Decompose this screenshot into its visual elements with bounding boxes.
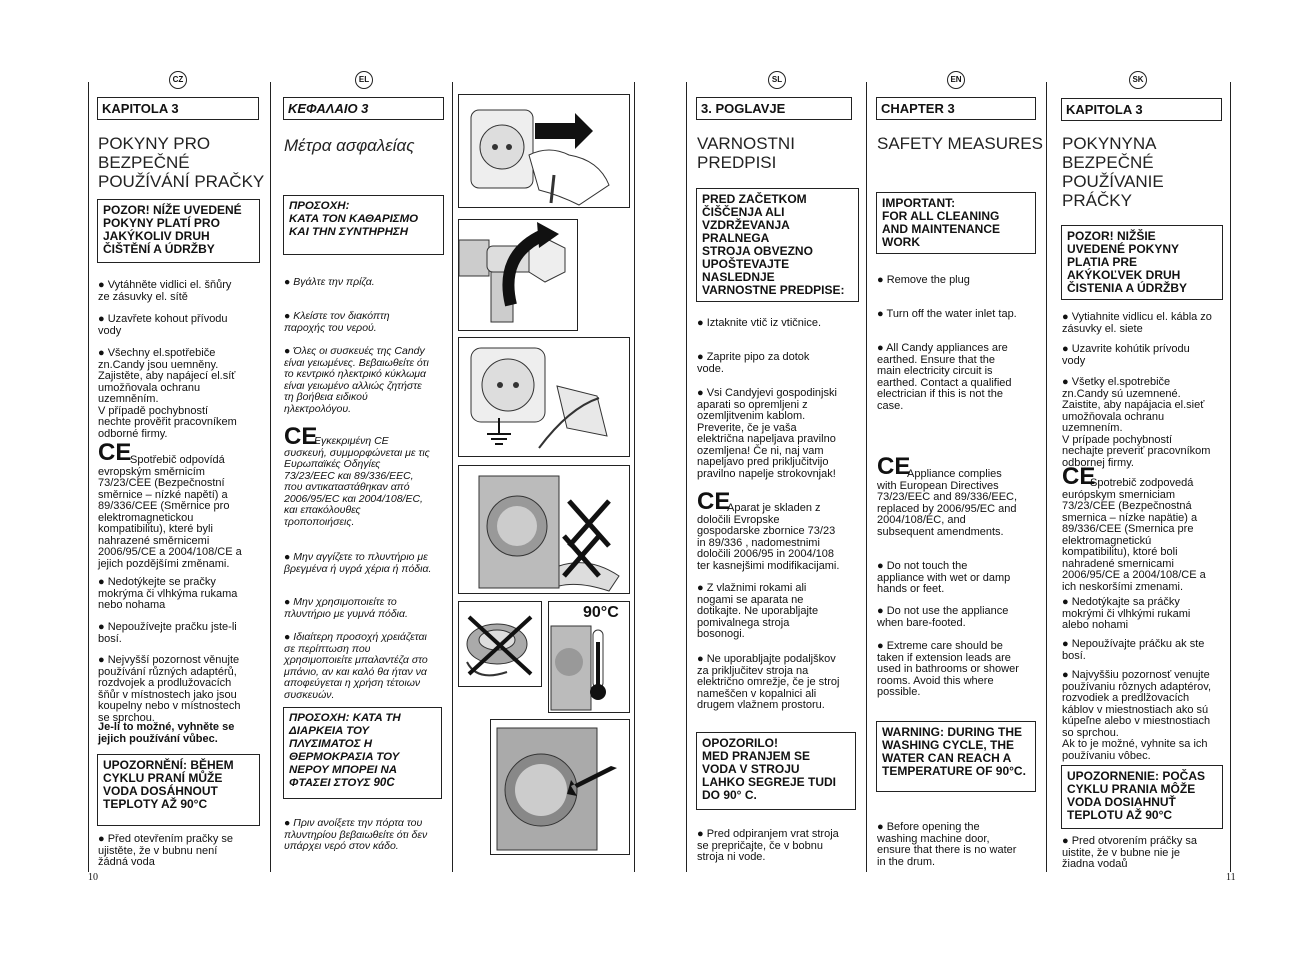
ce-mark-icon: CE xyxy=(697,488,731,515)
wet-hands-illustration xyxy=(458,465,630,594)
column-divider xyxy=(686,82,687,872)
instruction-door-cz: ● Před otevřením pračky se ujistěte, že v bubnu není žádná voda xyxy=(98,833,234,868)
instruction-wet-hands-cz: ● Nedotýkejte se pračky mokrýma či vlhkýma rukama nebo nohama xyxy=(98,576,238,611)
instruction-unplug-el: ● Βγάλτε την πρίζα. xyxy=(284,276,375,288)
instruction-extension-en: ● Extreme care should be taken if extension leads are used in bathrooms or shower rooms. Avoid this where possible. xyxy=(877,640,1019,698)
instruction-wet-hands-el: ● Μην αγγίζετε το πλυντήριο με βρεγμένα ή υγρά χέρια ή πόδια. xyxy=(284,551,432,575)
column-divider xyxy=(270,82,271,872)
chapter-heading-cz: KAPITOLA 3 xyxy=(97,97,259,120)
socket-hand-icon xyxy=(459,95,629,207)
instruction-door-sk: ● Pred otvorením práčky sa uistite, že v bubne nie je žiadna vodaů xyxy=(1062,835,1198,870)
earthing-illustration xyxy=(458,337,630,457)
section-title-cz: POKYNY PRO BEZPEČNÉ POUŽÍVÁNÍ PRAČKY xyxy=(98,134,265,191)
tap-arrow-icon xyxy=(459,220,577,330)
instruction-unplug-en: ● Remove the plug xyxy=(877,274,970,286)
chapter-heading-sk: KAPITOLA 3 xyxy=(1061,98,1222,121)
ce-text-cz: Spotřebič odpovídá evropským směrnicím 73/23/CEE (Bezpečnostní směrnice – nízké napětí) a 89/336/CEE (Směrnice pro elektromagnetickou kompatibilitu), které byli nahrazené směrnicemi 2006/95/CE a 2004/108/CE a jejich pozdějšími změnami. xyxy=(98,454,242,570)
unplug-illustration xyxy=(458,94,630,208)
instruction-barefoot-el: ● Μην χρησιμοποιείτε το πλυντήριο με γυμνά πόδια. xyxy=(284,596,408,620)
ce-text-sl: Aparat je skladen z določili Evropske gospodarske zbornice 73/23 in 89/336 , nadomestnimi določili 2006/95 in 2004/108 ter kasnejšimi modifikacijami. xyxy=(697,502,840,572)
instruction-earth-cz: ● Všechny el.spotřebiče zn.Candy jsou uemněny. Zajistěte, aby napájecí el.síť umožňovala ochranu uzemněním. V případě pochybností nechte prověřit pracovníkem odborné firmy. xyxy=(98,347,237,440)
language-badge-sl: SL xyxy=(768,71,786,89)
ce-mark-icon: CE xyxy=(284,423,318,450)
power-strip-cross-icon xyxy=(459,602,541,686)
instruction-door-el: ● Πριν ανοίξετε την πόρτα του πλυντηρίου βεβαιωθείτε ότι δεν υπάρχει νερό στον κάδο. xyxy=(284,817,428,852)
instruction-tap-sl: ● Zaprite pipo za dotok vode. xyxy=(697,351,810,375)
temperature-warning-cz: UPOZORNĚNÍ: BĚHEM CYKLU PRANÍ MŮŽE VODA DOSÁHNOUT TEPLOTY AŽ 90°C xyxy=(97,754,260,826)
instruction-extension-cz: ● Nejvyšší pozornost věnujte používání různých adaptérů, rozdvojek a prodlužovacích šňůr v místnostech jako jsou koupelny nebo v místnostech se sprchou. xyxy=(98,654,241,724)
washer-cross-icon xyxy=(459,466,629,593)
instruction-extension-sl: ● Ne uporabljajte podaljškov za priključitev stroja na električno omrežje, če je stroj nameščen v kopalnici ali drugem vlažnem prostoru. xyxy=(697,653,840,711)
ce-text-en: Appliance complies with European Directives 73/23/EEC and 89/336/EEC, replaced by 2006/95/EC and 2004/108/EC, and subsequent amendments. xyxy=(877,468,1018,538)
instruction-tap-sk: ● Uzavrite kohútik prívodu vody xyxy=(1062,343,1190,367)
chapter-heading-sl: 3. POGLAVJE xyxy=(696,97,852,120)
instruction-wet-hands-sl: ● Z vlažnimi rokami ali nogami se aparata ne dotikajte. Ne uporabljajte pomivalnega stroja bosonogi. xyxy=(697,582,819,640)
ce-mark-icon: CE xyxy=(877,453,911,480)
language-badge-cz: CZ xyxy=(169,71,187,89)
section-title-sk: POKYNYNA BEZPEČNÉ POUŽÍVANIE PRÁČKY xyxy=(1062,134,1164,210)
warning-box-sk: POZOR! NIŽŠIE UVEDENÉ POKYNY PLATIA PRE AKÝKOĽVEK DRUH ČISTENIA A ÚDRŽBY xyxy=(1061,225,1223,300)
instruction-wet-hands-sk: ● Nedotýkajte sa práčky mokrými či vlhkými rukami alebo nohami xyxy=(1062,596,1191,631)
warning-box-cz: POZOR! NÍŽE UVEDENÉ POKYNY PLATÍ PRO JAKÝKOLIV DRUH ČIŠTĚNÍ A ÚDRŽBY xyxy=(97,199,260,263)
column-divider xyxy=(452,82,453,872)
column-divider xyxy=(1230,82,1231,872)
instruction-tap-cz: ● Uzavřete kohout přívodu vody xyxy=(98,313,228,337)
column-divider xyxy=(634,82,635,872)
chapter-heading-en: CHAPTER 3 xyxy=(876,97,1036,120)
instruction-unplug-sl: ● Iztaknite vtič iz vtičnice. xyxy=(697,317,822,329)
temperature-warning-el: ΠΡΟΣΟΧΗ: ΚΑΤΑ ΤΗ ΔΙΑΡΚΕΙΑ ΤΟΥ ΠΛΥΣΙΜΑΤΟΣ Η ΘΕΡΜΟΚΡΑΣΙΑ ΤΟΥ ΝΕΡΟΥ ΜΠΟΡΕΙ ΝΑ ΦΤΑΣΕΙ ΣΤΟΥΣ 90C xyxy=(283,707,442,799)
instruction-door-en: ● Before opening the washing machine door, ensure that there is no water in the drum. xyxy=(877,821,1017,868)
temperature-warning-sk: UPOZORNENIE: POČAS CYKLU PRANIA MÔŽE VODA DOSIAHNUŤ TEPLOTU AŽ 90°C xyxy=(1061,765,1223,829)
page-number-right: 11 xyxy=(1226,872,1236,883)
instruction-earth-sl: ● Vsi Candyjevi gospodinjski aparati so opremljeni z ozemljitvenim kablom. Preverite, če je vaša električna napeljava pravilno ozemljena! Če ni, naj vam napeljavo pred priključitvijo pravilno napelje strokovnjak! xyxy=(697,387,837,480)
washer-door-icon xyxy=(491,720,629,854)
warning-box-sl: PRED ZAČETKOM ČIŠČENJA ALI VZDRŽEVANJA PRALNEGA STROJA OBVEZNO UPOŠTEVAJTE NASLEDNJE VARNOSTNE PREDPISE: xyxy=(696,188,859,302)
ce-text-sk: Spotrebič zodpovedá európskym smerniciam 73/23/CEE (Bezpečnostná smernica – nízke napätie) a 89/336/CEE (Smernica pre elektromagnetickú kompatibilitu), ktoré boli nahradené smernicami 2006/95/CE a 2004/108/CE a ich neskoršími zmenami. xyxy=(1062,477,1206,593)
column-divider xyxy=(866,82,867,872)
instruction-earth-el: ● Όλες οι συσκευές της Candy είναι γειωμένες. Βεβαιωθείτε ότι το κεντρικό ηλεκτρικό κύκλωμα είναι γειωμένο αλλιώς ζητήστε τη βοήθεια ειδικού ηλεκτρολόγου. xyxy=(284,345,429,415)
instruction-unplug-sk: ● Vytiahnite vidlicu el. kábla zo zásuvky el. siete xyxy=(1062,311,1212,335)
door-illustration xyxy=(490,719,630,855)
ce-mark-icon: CE xyxy=(1062,463,1096,490)
warning-box-en: IMPORTANT: FOR ALL CLEANING AND MAINTENANCE WORK xyxy=(876,192,1036,254)
section-title-sl: VARNOSTNI PREDPISI xyxy=(697,134,795,172)
column-divider xyxy=(88,82,89,872)
instruction-barefoot-cz: ● Nepoužívejte pračku jste-li bosí. xyxy=(98,621,237,645)
instruction-tap-en: ● Turn off the water inlet tap. xyxy=(877,308,1017,320)
column-divider xyxy=(1046,82,1047,872)
extension-lead-illustration xyxy=(458,601,542,687)
section-title-en: SAFETY MEASURES xyxy=(877,134,1043,153)
instruction-barefoot-sk: ● Nepoužívajte práčku ak ste bosí. xyxy=(1062,638,1205,662)
language-badge-el: EL xyxy=(355,71,373,89)
language-badge-en: EN xyxy=(947,71,965,89)
temperature-label: 90°C xyxy=(583,604,619,621)
instruction-extension-el: ● Ιδιαίτερη προσοχή χρειάζεται σε περίπτωση που χρησιμοποιείτε μπαλαντέζα στο μπάνιο, αν και καλό θα ήταν να αποφεύγεται η χρήση τέτοιων συσκευών. xyxy=(284,631,428,701)
instruction-barefoot-en: ● Do not use the appliance when bare-footed. xyxy=(877,605,1009,629)
instruction-wet-hands-en: ● Do not touch the appliance with wet or damp hands or feet. xyxy=(877,560,1011,595)
instruction-unplug-cz: ● Vytáhněte vidlici el. šňůry ze zásuvky el. sítě xyxy=(98,279,232,303)
ce-text-el: Εγκεκριμένη CE συσκευή, συμμορφώνεται με τις Ευρωπαϊκές Οδηγίες 73/23/EEC και 89/336/EEC, που αντικαταστάθηκαν από 2006/95/EC και 2004/108/EC, και επακόλουθες τροποποιήσεις. xyxy=(284,435,430,528)
instruction-tap-el: ● Κλείστε τον διακόπτη παροχής του νερού. xyxy=(284,310,390,334)
temperature-warning-sl: OPOZORILO! MED PRANJEM SE VODA V STROJU LAHKO SEGREJE TUDI DO 90° C. xyxy=(696,732,856,810)
ground-symbol-icon xyxy=(459,338,629,456)
instruction-extension-bold-cz: Je-li to možné, vyhněte se jejich používání vůbec. xyxy=(98,721,235,745)
temperature-illustration xyxy=(548,601,630,713)
instruction-earth-en: ● All Candy appliances are earthed. Ensure that the main electricity circuit is earthed. Contact a qualified electrician if this is not the case. xyxy=(877,342,1012,412)
instruction-door-sl: ● Pred odpiranjem vrat stroja se prepričajte, če v bobnu stroja ni vode. xyxy=(697,828,839,863)
language-badge-sk: SK xyxy=(1129,71,1147,89)
page-number-left: 10 xyxy=(88,872,98,883)
warning-box-el: ΠΡΟΣΟΧΗ: ΚΑΤΑ ΤΟΝ ΚΑΘΑΡΙΣΜΟ ΚΑΙ ΤΗΝ ΣΥΝΤΗΡΗΣΗ xyxy=(283,195,444,255)
temperature-warning-en: WARNING: DURING THE WASHING CYCLE, THE WATER CAN REACH A TEMPERATURE OF 90°C. xyxy=(876,721,1036,792)
ce-mark-icon: CE xyxy=(98,439,132,466)
instruction-extension-sk: ● Najvyššiu pozornosť venujte používaniu rôznych adaptérov, rozvodiek a predlžovacích káblov v miestnostiach ako sú kúpeľne alebo v miestnostiach so sprchou. Ak to je možné, vyhnite sa ich používaniu vôbec. xyxy=(1062,669,1211,762)
instruction-earth-sk: ● Všetky el.spotrebiče zn.Candy sú uzemnené. Zaistite, aby napájacia el.sieť umožňovala ochranu uzemnením. V prípade pochybností nechajte preveriť pracovníkom odbornej firmy. xyxy=(1062,376,1211,469)
water-tap-illustration xyxy=(458,219,578,331)
section-title-el: Μέτρα ασφαλείας xyxy=(284,136,415,155)
chapter-heading-el: ΚΕΦΑΛΑΙΟ 3 xyxy=(283,97,444,120)
